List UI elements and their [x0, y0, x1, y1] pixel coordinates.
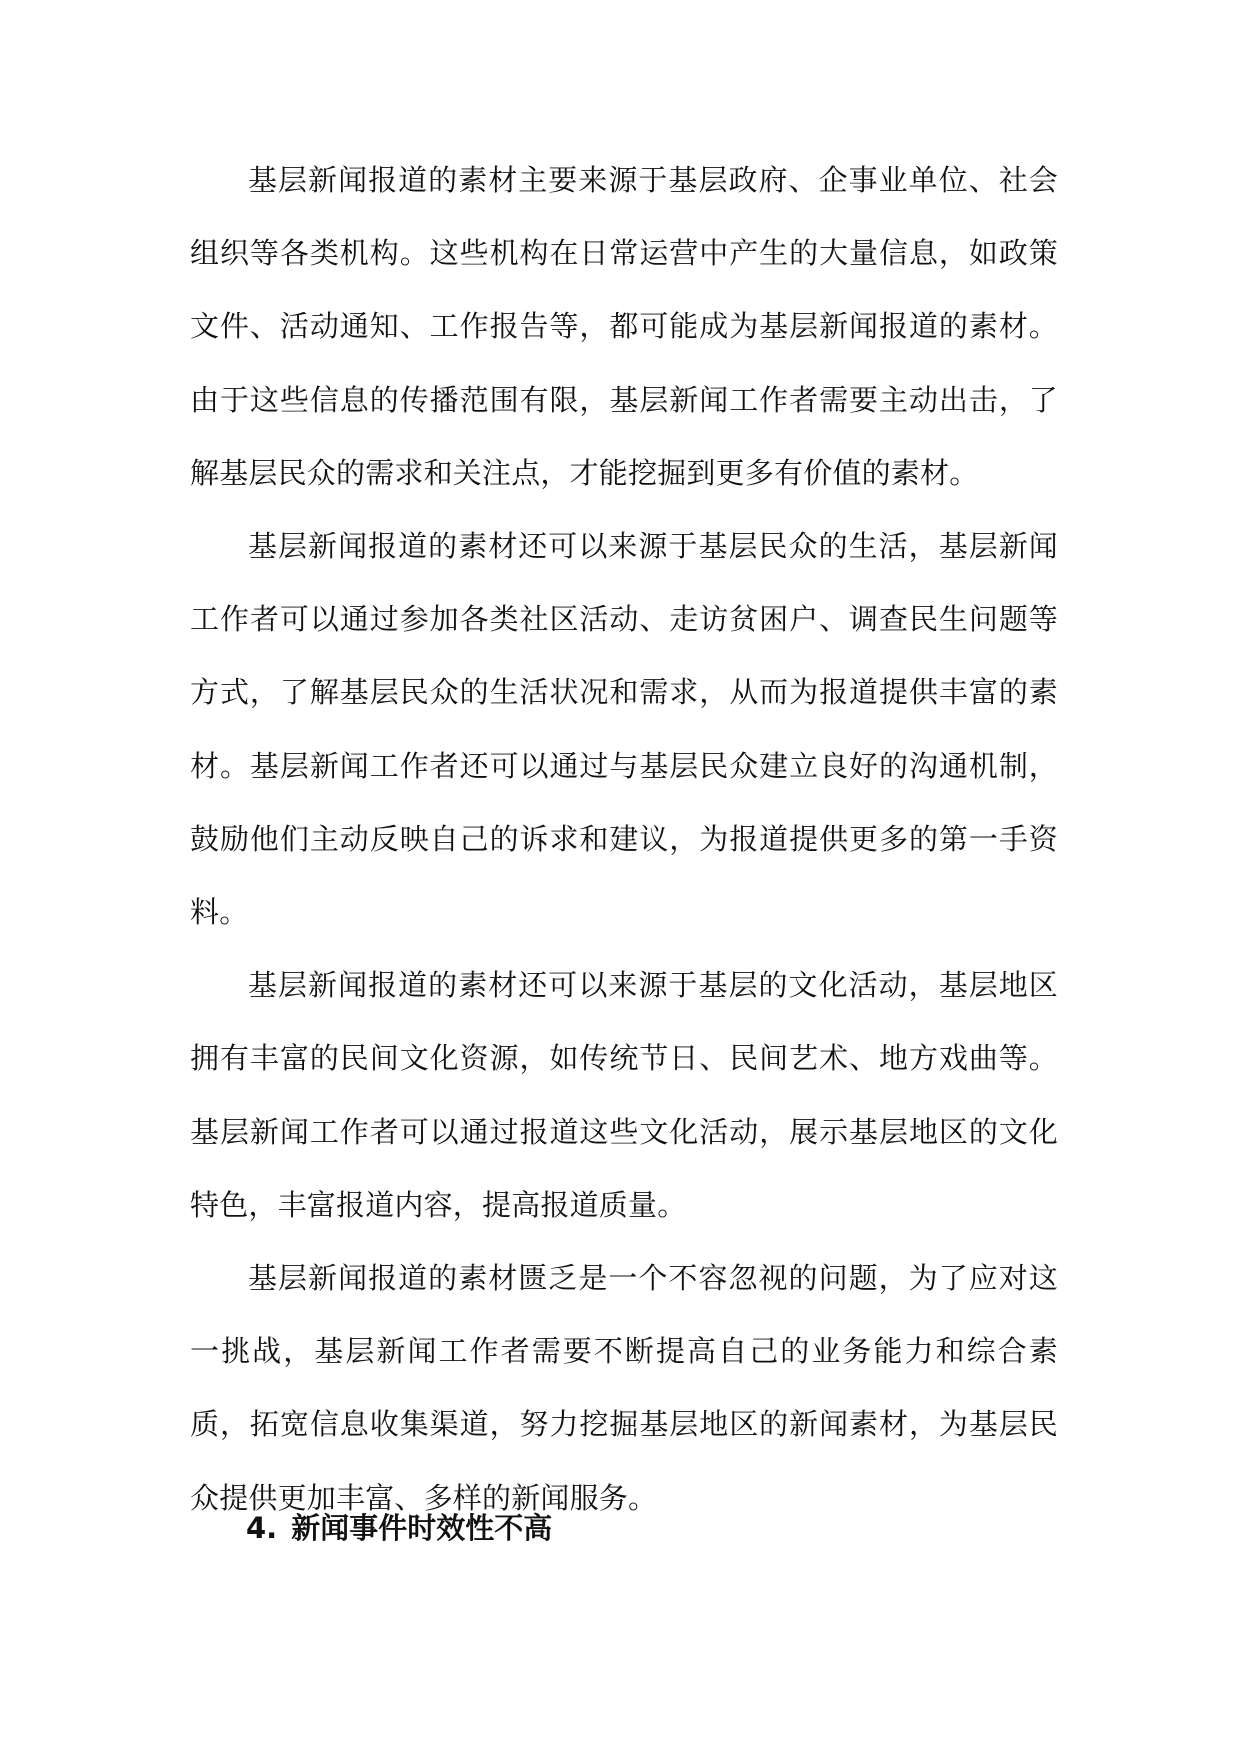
paragraph: 基层新闻报道的素材还可以来源于基层民众的生活，基层新闻工作者可以通过参加各类社区活动、走访贫困户、调查民生问题等方式，了解基层民众的生活状况和需求，从而为报道提供丰富的素材。基层新闻工作者还可以通过与基层民众建立良好的沟通机制，鼓励他们主动反映自己的诉求和建议，为报道提供更多的第一手资料。	[190, 529, 1058, 930]
paragraph: 基层新闻报道的素材匮乏是一个不容忽视的问题，为了应对这一挑战，基层新闻工作者需要不断提高自己的业务能力和综合素质，拓宽信息收集渠道，努力挖掘基层地区的新闻素材，为基层民众提供更加丰富、多样的新闻服务。	[190, 1261, 1058, 1515]
section-heading	[246, 1508, 552, 1548]
paragraph: 基层新闻报道的素材还可以来源于基层的文化活动，基层地区拥有丰富的民间文化资源，如传统节日、民间艺术、地方戏曲等。基层新闻工作者可以通过报道这些文化活动，展示基层地区的文化特色，丰富报道内容，提高报道质量。	[190, 968, 1058, 1222]
section-number: 4.	[246, 1511, 278, 1545]
section-title: 新闻事件时效性不高	[291, 1511, 553, 1545]
document-body	[190, 144, 1058, 1535]
paragraph: 基层新闻报道的素材主要来源于基层政府、企事业单位、社会组织等各类机构。这些机构在日常运营中产生的大量信息，如政策文件、活动通知、工作报告等，都可能成为基层新闻报道的素材。由于这些信息的传播范围有限，基层新闻工作者需要主动出击，了解基层民众的需求和关注点，才能挖掘到更多有价值的素材。	[190, 163, 1058, 490]
